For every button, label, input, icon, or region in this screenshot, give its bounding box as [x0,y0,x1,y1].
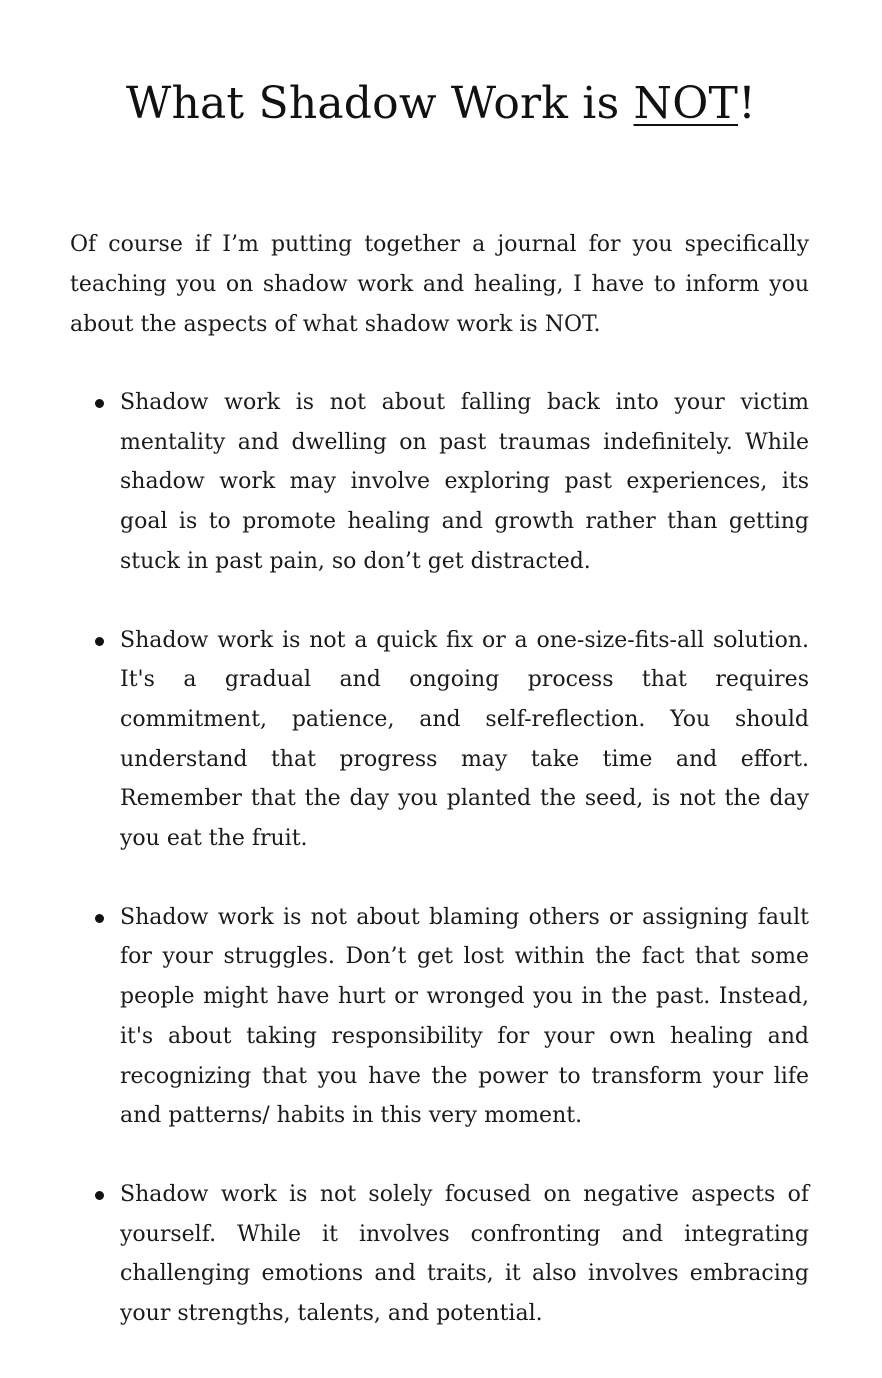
list-item-text: Shadow work is not about falling back into your victim mentality and dwelling on past traumas indefinitely. While shadow work may involve exploring past experiences, its goal is to promote healing and growth rather than getting stuck in past pain, so don’t get distracted. [120,390,809,574]
bullet-icon [95,637,104,646]
list-item-text: Shadow work is not solely focused on negative aspects of yourself. While it involves confronting and integrating challenging emotions and traits, it also involves embracing your strengths, talents, and potential. [120,1181,809,1327]
list-item [70,1175,809,1334]
list-item [70,898,809,1136]
list-item [70,621,809,859]
title-prefix: What Shadow Work is [126,78,634,129]
intro-paragraph: Of course if I’m putting together a journal for you specifically teaching you on shadow work and healing, I have to inform you about the aspects of what shadow work is NOT. [70,232,809,337]
title-emphasis: NOT [633,78,739,129]
list-item [70,383,809,582]
bullet-list [70,383,809,1373]
bullet-icon [95,1191,104,1200]
title-suffix: ! [738,78,756,129]
list-item-text: Shadow work is not a quick fix or a one-size-fits-all solution. It's a gradual and ongoing process that requires commitment, patience, and self-reflection. You should understand that progress may take time and effort. Remember that the day you planted the seed, is not the day you eat the fruit. [120,627,809,852]
bullet-icon [95,399,104,408]
list-item-text: Shadow work is not about blaming others or assigning fault for your struggles. Don’t get lost within the fact that some people might have hurt or wronged you in the past. Instead, it's about taking responsibility for your own healing and recognizing that you have the power to transform your life and patterns/ habits in this very moment. [120,904,809,1129]
page-title [0,78,882,129]
bullet-icon [95,914,104,923]
